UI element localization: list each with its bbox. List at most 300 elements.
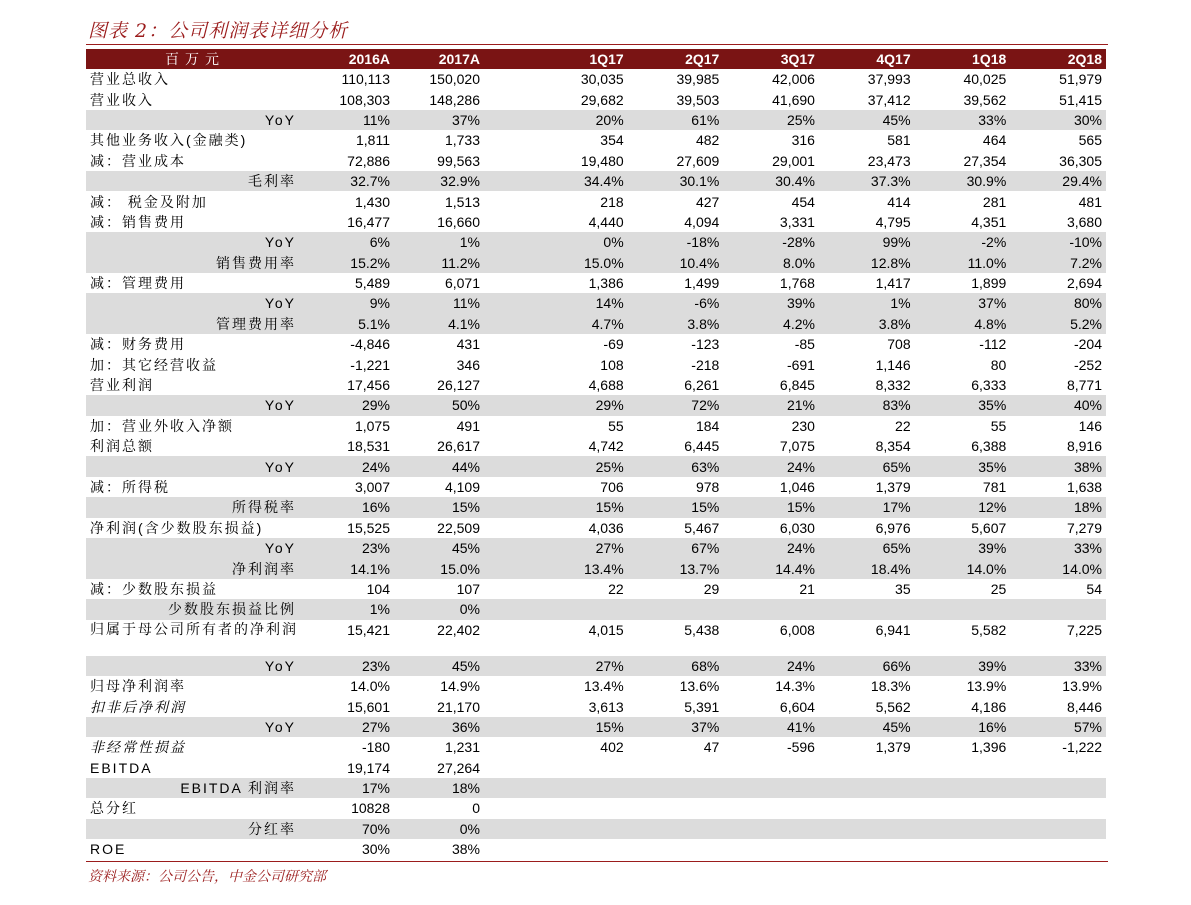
header-2016a: 2016A: [304, 49, 394, 69]
table-cell: 13.4%: [583, 678, 624, 695]
table-cell: 414: [887, 193, 911, 210]
table-cell: 5,438: [684, 621, 720, 638]
table-cell: 18.3%: [870, 678, 911, 695]
table-row: [86, 656, 1106, 676]
table-cell: 27%: [532, 538, 628, 558]
table-cell: 6,333: [971, 377, 1007, 394]
table-cell: [484, 599, 532, 619]
row-label: 归母净利润率: [90, 678, 186, 695]
table-cell: 6,008: [779, 621, 815, 638]
table-row: [86, 375, 1106, 395]
table-cell: [484, 130, 532, 150]
table-cell: 108: [600, 356, 624, 373]
table-row: [86, 151, 1106, 171]
table-cell: -180: [361, 739, 390, 756]
table-cell: 6,445: [684, 438, 720, 455]
table-cell: 110,113: [341, 71, 390, 88]
table-cell: [484, 676, 532, 696]
table-cell: -252: [1073, 356, 1102, 373]
table-cell: [723, 839, 819, 859]
table-cell: 39%: [915, 656, 1011, 676]
table-cell: [1010, 798, 1106, 818]
table-cell: -18%: [628, 232, 724, 252]
table-cell: 44%: [394, 456, 484, 476]
table-cell: [1010, 599, 1106, 619]
table-cell: 14.9%: [440, 678, 480, 695]
row-label: 少数股东损益比例: [86, 599, 304, 619]
row-label: 其他业务收入(金融类): [90, 132, 248, 149]
table-cell: 15,421: [347, 621, 390, 638]
table-cell: [484, 656, 532, 676]
table-cell: 68%: [628, 656, 724, 676]
table-cell: 481: [1078, 193, 1102, 210]
table-row: [86, 212, 1106, 232]
table-cell: 65%: [819, 538, 915, 558]
table-cell: 37%: [915, 293, 1011, 313]
table-cell: 29: [703, 580, 720, 597]
table-cell: 1,231: [444, 739, 480, 756]
table-cell: 0%: [394, 819, 484, 839]
table-cell: 5,562: [875, 698, 911, 715]
table-cell: [915, 599, 1011, 619]
row-label: 管理费用率: [86, 314, 304, 334]
table-cell: 18,531: [347, 438, 390, 455]
table-cell: [723, 758, 819, 778]
table-cell: 431: [456, 336, 480, 353]
table-cell: 5,582: [971, 621, 1007, 638]
row-label: 扣非后净利润: [90, 698, 186, 715]
table-cell: 30.9%: [915, 171, 1011, 191]
table-row: [86, 395, 1106, 415]
table-cell: 39,985: [676, 71, 720, 88]
table-cell: 464: [982, 132, 1007, 149]
table-cell: 11.0%: [915, 253, 1011, 273]
table-cell: 39%: [915, 538, 1011, 558]
table-cell: 1,379: [875, 479, 911, 495]
table-cell: -1,222: [1062, 739, 1102, 756]
table-cell: 27%: [304, 717, 394, 737]
table-cell: 17%: [819, 497, 915, 517]
table-cell: -596: [786, 739, 815, 756]
table-cell: 7,279: [1066, 519, 1102, 536]
table-cell: [628, 798, 724, 818]
table-cell: [484, 798, 532, 818]
table-cell: [484, 416, 532, 436]
table-cell: 7.2%: [1010, 253, 1106, 273]
table-cell: [484, 212, 532, 232]
table-row: [86, 819, 1106, 839]
table-cell: 9%: [304, 293, 394, 313]
table-row: [86, 253, 1106, 273]
table-cell: 37%: [628, 717, 724, 737]
table-row: [86, 273, 1106, 293]
table-cell: 15%: [628, 497, 724, 517]
table-cell: 20%: [532, 110, 628, 130]
row-label: 利润总额: [90, 438, 154, 455]
table-cell: [532, 798, 628, 818]
table-row: [86, 477, 1106, 497]
header-2017a: 2017A: [394, 49, 484, 69]
table-cell: [532, 758, 628, 778]
row-label: YoY: [86, 456, 304, 476]
table-cell: [723, 599, 819, 619]
table-cell: 37%: [394, 110, 484, 130]
row-label: 减：管理费用: [90, 275, 186, 292]
table-row: [86, 314, 1106, 334]
table-cell: [484, 737, 532, 757]
table-cell: 37,993: [867, 71, 911, 88]
table-row: [86, 599, 1106, 619]
table-cell: 4,440: [588, 213, 624, 230]
table-row: [86, 737, 1106, 757]
table-cell: 99%: [819, 232, 915, 252]
table-cell: 454: [791, 193, 815, 210]
table-cell: 83%: [819, 395, 915, 415]
header-4q17: 4Q17: [819, 49, 915, 69]
table-cell: [819, 839, 915, 859]
table-cell: 37,412: [867, 91, 911, 108]
row-label: EBITDA: [90, 759, 153, 776]
row-label: 分红率: [86, 819, 304, 839]
table-cell: 15%: [394, 497, 484, 517]
table-cell: 16%: [304, 497, 394, 517]
table-cell: 72%: [628, 395, 724, 415]
income-statement-table: [86, 49, 1106, 859]
table-cell: 5.1%: [304, 314, 394, 334]
table-cell: [915, 798, 1011, 818]
table-row: [86, 110, 1106, 130]
table-cell: [484, 436, 532, 456]
table-cell: 1,417: [875, 275, 911, 292]
table-cell: 5,607: [971, 519, 1007, 536]
table-cell: 4.8%: [915, 314, 1011, 334]
table-cell: [1010, 819, 1106, 839]
header-1q18: 1Q18: [915, 49, 1011, 69]
table-cell: 35: [895, 580, 911, 597]
table-cell: -123: [691, 336, 720, 353]
table-cell: 32.7%: [304, 171, 394, 191]
table-cell: 22,509: [437, 519, 480, 536]
table-cell: 184: [695, 417, 720, 434]
table-cell: 148,286: [429, 91, 480, 108]
table-cell: 25%: [723, 110, 819, 130]
table-cell: 25: [990, 580, 1007, 597]
table-cell: 230: [791, 417, 815, 434]
table-row: [86, 558, 1106, 578]
table-cell: 1,430: [354, 193, 390, 210]
table-row: [86, 232, 1106, 252]
table-cell: 107: [456, 580, 480, 597]
table-cell: 0%: [394, 599, 484, 619]
table-cell: -4,846: [350, 336, 390, 353]
table-cell: 1,499: [684, 275, 720, 292]
table-row: [86, 579, 1106, 599]
table-cell: 15.0%: [394, 558, 484, 578]
table-cell: 30.4%: [723, 171, 819, 191]
table-cell: -69: [603, 336, 624, 353]
table-row: [86, 798, 1106, 818]
table-cell: [484, 191, 532, 211]
table-cell: 29.4%: [1010, 171, 1106, 191]
table-cell: 6,845: [779, 377, 815, 394]
table-row: [86, 696, 1106, 716]
table-cell: 24%: [723, 538, 819, 558]
table-cell: 23,473: [867, 152, 911, 169]
table-cell: 402: [600, 739, 624, 756]
table-cell: -204: [1073, 336, 1102, 353]
table-cell: 6,261: [684, 377, 720, 394]
table-cell: -691: [786, 356, 815, 373]
table-cell: 4,688: [588, 377, 624, 394]
table-cell: 1,146: [875, 356, 911, 373]
table-cell: 281: [982, 193, 1007, 210]
header-1q17: 1Q17: [532, 49, 628, 69]
row-label: 减：少数股东损益: [90, 580, 218, 597]
table-cell: 1,046: [779, 479, 815, 495]
row-label: YoY: [86, 232, 304, 252]
row-label: 减： 税金及附加: [90, 193, 208, 210]
table-cell: 30.1%: [628, 171, 724, 191]
table-cell: 4,109: [444, 479, 480, 495]
table-cell: 24%: [723, 656, 819, 676]
table-cell: 45%: [394, 538, 484, 558]
row-label: 加：营业外收入净额: [90, 417, 234, 434]
table-cell: 35%: [915, 456, 1011, 476]
table-cell: [532, 778, 628, 798]
row-label: YoY: [86, 293, 304, 313]
table-cell: 3,680: [1066, 213, 1102, 230]
table-cell: 14.0%: [350, 678, 390, 695]
table-cell: 32.9%: [394, 171, 484, 191]
table-cell: [484, 839, 532, 859]
row-label: YoY: [86, 538, 304, 558]
table-cell: 316: [791, 132, 815, 149]
table-cell: -218: [691, 356, 720, 373]
table-cell: [484, 620, 532, 656]
header-spacer: [484, 49, 532, 69]
table-cell: 29,001: [772, 152, 815, 169]
table-cell: 21,170: [437, 698, 480, 715]
table-cell: [484, 477, 532, 497]
table-cell: 1,733: [444, 132, 480, 149]
table-row: [86, 130, 1106, 150]
row-label: 非经常性损益: [90, 739, 186, 756]
table-cell: 7,225: [1066, 621, 1102, 638]
table-cell: 21: [799, 580, 815, 597]
table-cell: 4,186: [971, 698, 1007, 715]
table-cell: 26,617: [437, 438, 480, 455]
table-cell: [484, 334, 532, 354]
row-label: EBITDA 利润率: [86, 778, 304, 798]
table-cell: [1010, 778, 1106, 798]
table-cell: 108,303: [339, 91, 390, 108]
table-cell: 39%: [723, 293, 819, 313]
row-label: 所得税率: [86, 497, 304, 517]
table-row: [86, 416, 1106, 436]
table-cell: 61%: [628, 110, 724, 130]
table-cell: 11%: [304, 110, 394, 130]
table-cell: 3,613: [588, 698, 624, 715]
table-cell: 565: [1078, 132, 1102, 149]
table-cell: 8,446: [1066, 698, 1102, 715]
table-cell: 27,354: [963, 152, 1007, 169]
table-cell: [723, 819, 819, 839]
table-cell: 4,036: [588, 519, 624, 536]
table-body: [86, 69, 1106, 859]
table-cell: [1010, 758, 1106, 778]
table-row: [86, 354, 1106, 374]
table-cell: 34.4%: [532, 171, 628, 191]
table-cell: [484, 151, 532, 171]
table-cell: 10828: [351, 800, 390, 817]
table-cell: 0%: [532, 232, 628, 252]
row-label: 净利润率: [86, 558, 304, 578]
table-cell: -2%: [915, 232, 1011, 252]
table-row: [86, 89, 1106, 109]
table-cell: -6%: [628, 293, 724, 313]
table-cell: 1,379: [875, 739, 911, 756]
table-cell: 47: [703, 739, 720, 756]
table-cell: 22: [895, 417, 911, 434]
table-cell: [628, 778, 724, 798]
table-cell: 37.3%: [819, 171, 915, 191]
table-cell: 45%: [394, 656, 484, 676]
top-rule: [86, 44, 1108, 45]
table-cell: 13.9%: [1062, 678, 1102, 695]
table-cell: [628, 599, 724, 619]
table-cell: 15%: [723, 497, 819, 517]
table-cell: 70%: [304, 819, 394, 839]
table-cell: 1,899: [971, 275, 1007, 292]
table-cell: 14%: [532, 293, 628, 313]
source-note: 资料来源：公司公告，中金公司研究部: [88, 868, 326, 884]
table-cell: 6,071: [444, 275, 480, 292]
row-label: 营业收入: [90, 91, 154, 108]
table-row: [86, 191, 1106, 211]
table-cell: 6,604: [779, 698, 815, 715]
table-cell: 30%: [361, 841, 390, 858]
table-cell: 35%: [915, 395, 1011, 415]
table-cell: 3,331: [779, 213, 815, 230]
table-cell: [484, 579, 532, 599]
table-cell: 4,795: [875, 213, 911, 230]
table-cell: [484, 253, 532, 273]
table-cell: 150,020: [429, 71, 480, 88]
table-cell: 5,391: [684, 698, 720, 715]
table-cell: 57%: [1010, 717, 1106, 737]
table-cell: 45%: [819, 110, 915, 130]
row-label: YoY: [86, 110, 304, 130]
table-row: [86, 717, 1106, 737]
table-cell: 16,660: [437, 213, 480, 230]
table-cell: [484, 89, 532, 109]
table-cell: [484, 778, 532, 798]
table-cell: 41%: [723, 717, 819, 737]
table-row: [86, 778, 1106, 798]
table-cell: -112: [979, 336, 1007, 353]
table-cell: 14.4%: [723, 558, 819, 578]
table-cell: 706: [600, 479, 624, 495]
table-cell: [484, 758, 532, 778]
table-cell: 40,025: [963, 71, 1007, 88]
table-cell: 16%: [915, 717, 1011, 737]
table-cell: [819, 758, 915, 778]
header-3q17: 3Q17: [723, 49, 819, 69]
table-row: [86, 758, 1106, 778]
table-cell: -85: [794, 336, 815, 353]
table-cell: 23%: [304, 656, 394, 676]
table-cell: [484, 456, 532, 476]
table-cell: [532, 599, 628, 619]
table-cell: [484, 375, 532, 395]
row-label: 加：其它经营收益: [90, 356, 218, 373]
table-cell: 11%: [394, 293, 484, 313]
table-cell: 22,402: [437, 621, 480, 638]
table-cell: 39,503: [676, 91, 720, 108]
table-cell: 8,771: [1066, 377, 1102, 394]
table-cell: 14.1%: [304, 558, 394, 578]
table-cell: 14.0%: [1010, 558, 1106, 578]
table-cell: 33%: [915, 110, 1011, 130]
table-cell: 15,525: [347, 519, 390, 536]
table-cell: 5,489: [354, 275, 390, 292]
table-cell: 30%: [1010, 110, 1106, 130]
row-label: 减：财务费用: [90, 336, 186, 353]
table-cell: 6,976: [875, 519, 911, 536]
table-cell: 24%: [723, 456, 819, 476]
row-label: 减：所得税: [90, 479, 170, 495]
table-row: [86, 620, 1106, 656]
table-cell: 1,396: [971, 739, 1007, 756]
table-cell: 18.4%: [819, 558, 915, 578]
table-cell: 1%: [394, 232, 484, 252]
table-cell: 99,563: [437, 152, 480, 169]
table-cell: 427: [695, 193, 720, 210]
row-label: 营业利润: [90, 377, 154, 394]
table-cell: [484, 293, 532, 313]
row-label: YoY: [86, 656, 304, 676]
table-cell: [484, 110, 532, 130]
table-cell: 4,742: [588, 438, 624, 455]
table-cell: 21%: [723, 395, 819, 415]
table-cell: [484, 354, 532, 374]
table-cell: 50%: [394, 395, 484, 415]
table-cell: 6%: [304, 232, 394, 252]
table-cell: 1%: [304, 599, 394, 619]
table-cell: 63%: [628, 456, 724, 476]
table-cell: [484, 538, 532, 558]
table-cell: [1010, 839, 1106, 859]
table-cell: 72,886: [347, 152, 390, 169]
table-cell: 8.0%: [723, 253, 819, 273]
table-cell: 4.1%: [394, 314, 484, 334]
table-cell: 33%: [1010, 656, 1106, 676]
table-cell: 80%: [1010, 293, 1106, 313]
table-cell: [532, 819, 628, 839]
table-cell: 40%: [1010, 395, 1106, 415]
table-cell: 29%: [304, 395, 394, 415]
table-cell: 41,690: [772, 91, 815, 108]
table-cell: 3.8%: [819, 314, 915, 334]
table-cell: 29,682: [580, 91, 624, 108]
table-row: [86, 69, 1106, 89]
table-cell: [484, 558, 532, 578]
table-cell: [484, 69, 532, 89]
table-cell: 55: [990, 417, 1007, 434]
table-cell: 27,264: [437, 759, 480, 776]
table-cell: 2,694: [1066, 275, 1102, 292]
table-cell: 13.9%: [966, 678, 1007, 695]
